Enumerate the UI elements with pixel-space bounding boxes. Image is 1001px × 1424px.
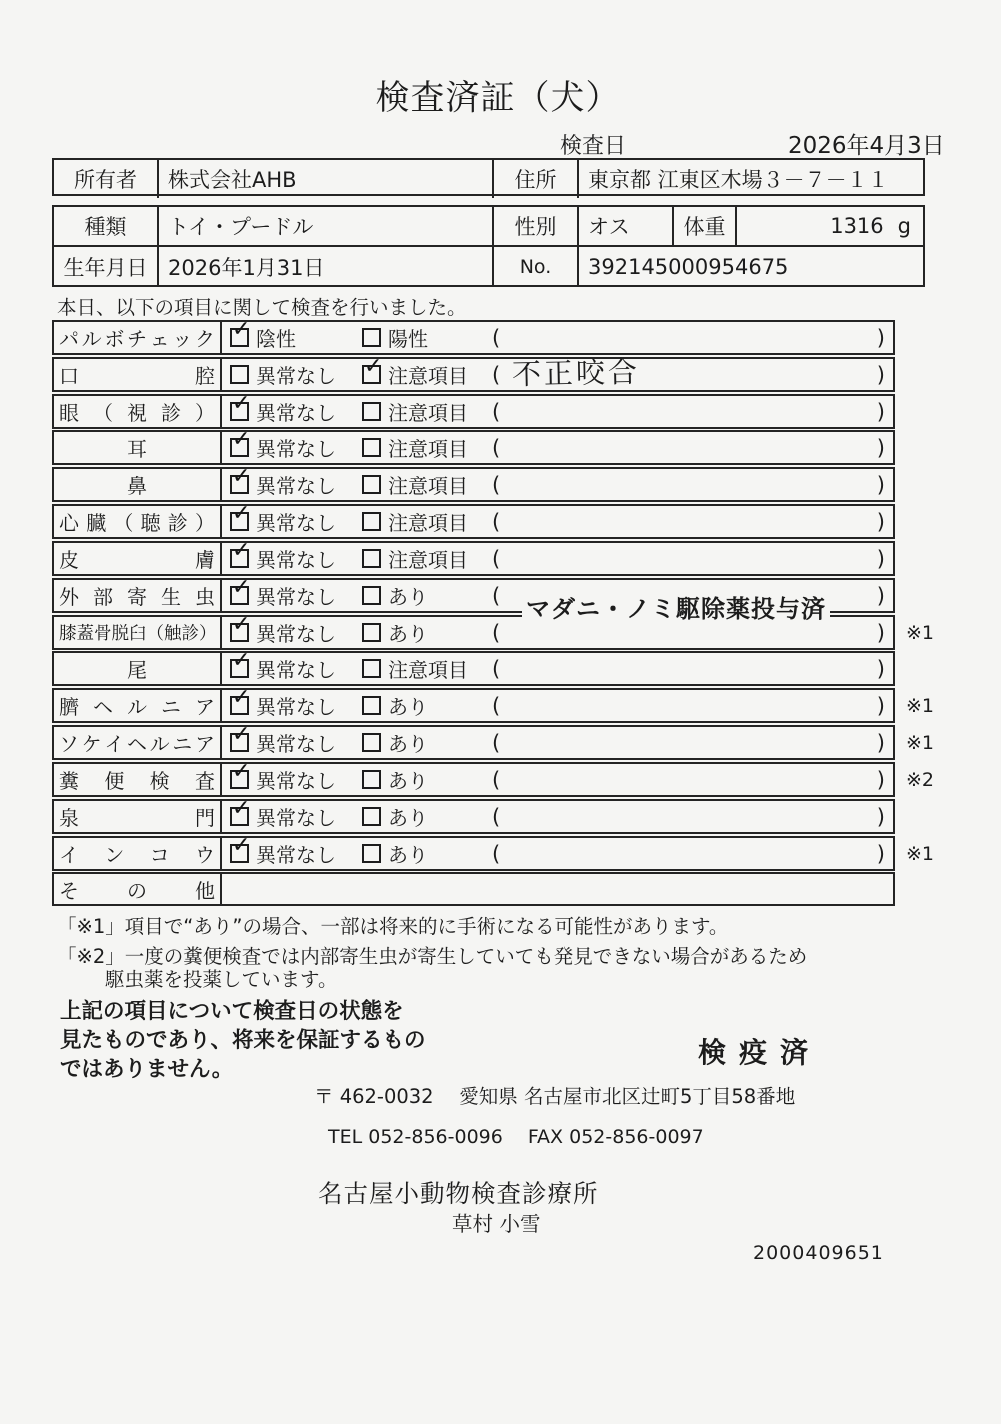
row-external-parasites (52, 575, 895, 623)
option-1 (230, 391, 336, 427)
checkbox-icon (362, 844, 381, 863)
check-mark: ✓ (232, 759, 251, 784)
option-1 (230, 359, 336, 390)
checkbox-icon (230, 833, 251, 863)
row-label: イ ン コ ウ (54, 838, 222, 869)
option-1 (230, 833, 336, 869)
option-label: 陰性 (256, 327, 296, 351)
paren-open: ( (492, 804, 501, 829)
option-1 (230, 796, 336, 832)
check-mark: ✓ (232, 648, 251, 673)
paren-close: ) (876, 804, 885, 829)
checkbox-icon (230, 648, 251, 678)
row-tail (52, 648, 895, 686)
row-inkou (52, 833, 935, 871)
species-label: 種類 (84, 215, 127, 239)
row-label: パ ル ボ チ ェ ッ ク (54, 322, 222, 353)
option-2 (362, 469, 468, 500)
species-value: トイ・プードル (157, 207, 492, 245)
paren-close: ) (876, 472, 885, 497)
option-label: 注意項目 (388, 364, 468, 388)
no-label: No. (492, 247, 577, 287)
checkbox-icon (362, 328, 381, 347)
no-value: 392145000954675 (577, 247, 927, 287)
checkbox-icon (230, 722, 251, 752)
checkbox-icon (362, 623, 381, 642)
option-label: 異常なし (256, 658, 336, 682)
clinic-tel-fax: TEL 052-856-0096 FAX 052-856-0097 (328, 1126, 704, 1148)
checkbox-icon (362, 696, 381, 715)
option-label: 異常なし (256, 806, 336, 830)
checkbox-icon (230, 427, 251, 457)
option-label: 注意項目 (388, 474, 468, 498)
checkbox-icon (362, 402, 381, 421)
quarantine-stamp: 検疫済 (698, 1036, 822, 1069)
exam-date-label: 検査日 (560, 134, 627, 159)
checkbox-icon (362, 807, 381, 826)
option-2 (362, 727, 428, 758)
option-1 (230, 317, 296, 353)
paren-open: ( (492, 325, 501, 350)
checkbox-icon (362, 659, 381, 678)
paren-open: ( (492, 656, 501, 681)
option-1 (230, 759, 336, 795)
checkbox-icon (362, 733, 381, 752)
ref-mark: ※1 (906, 842, 935, 865)
check-mark: ✓ (232, 722, 251, 747)
option-label: 注意項目 (388, 658, 468, 682)
disclaimer-line: ではありません。 (60, 1057, 234, 1082)
option-label: 異常なし (256, 585, 336, 609)
row-ears (52, 427, 895, 465)
paren-open: ( (492, 730, 501, 755)
option-label: 注意項目 (388, 437, 468, 461)
row-heart (52, 501, 895, 539)
paren-close: ) (876, 730, 885, 755)
option-label: 異常なし (256, 622, 336, 646)
option-label: 注意項目 (388, 548, 468, 572)
option-2 (362, 432, 468, 463)
paren-close: ) (876, 656, 885, 681)
animal-table (52, 205, 925, 287)
checkbox-icon (230, 365, 249, 384)
check-mark: ✓ (364, 354, 383, 379)
birth-value: 2026年1月31日 (157, 247, 492, 287)
option-2 (362, 322, 428, 353)
checkbox-icon (230, 685, 251, 715)
row-fecal-exam (52, 759, 935, 797)
paren-open: ( (492, 546, 501, 571)
paren-close: ) (876, 693, 885, 718)
paren-open: ( (492, 472, 501, 497)
checkbox-icon (230, 317, 251, 347)
row-fontanelle (52, 796, 895, 834)
handwritten-note: 不正咬合 (511, 354, 641, 392)
check-mark: ✓ (232, 391, 251, 416)
ref-mark: ※1 (906, 694, 935, 717)
checkbox-icon (230, 538, 251, 568)
weight-unit: g (897, 214, 911, 238)
option-1 (230, 501, 336, 537)
page-title: 検査済証（犬） (375, 78, 621, 118)
disclaimer (60, 997, 426, 1084)
option-label: 異常なし (256, 474, 336, 498)
sex-value: オス (577, 207, 672, 245)
checkbox-icon (362, 438, 381, 457)
option-1 (230, 427, 336, 463)
weight-value (735, 207, 927, 245)
paren-open: ( (492, 509, 501, 534)
stamped-note: マダニ・ノミ駆除薬投与済 (522, 589, 830, 624)
address-value: 東京都 江東区木場３－７－１１ (577, 160, 927, 198)
paren-open: ( (492, 435, 501, 460)
weight-number: 1316 (830, 214, 884, 238)
paren-close: ) (876, 509, 885, 534)
row-label: 糞 便 検 査 (54, 764, 222, 795)
row-label: 眼 （ 視 診 ） (54, 396, 222, 427)
row-oral-cavity (52, 354, 895, 392)
row-inguinal-hernia (52, 722, 935, 760)
checkbox-icon (362, 586, 381, 605)
option-2 (362, 653, 468, 684)
option-label: あり (388, 769, 428, 793)
checkbox-icon (362, 549, 381, 568)
paren-close: ) (876, 841, 885, 866)
check-mark: ✓ (232, 833, 251, 858)
option-1 (230, 685, 336, 721)
check-mark: ✓ (232, 612, 251, 637)
option-label: 異常なし (256, 548, 336, 572)
option-1 (230, 575, 336, 611)
check-mark: ✓ (232, 685, 251, 710)
paren-close: ) (876, 325, 885, 350)
checkbox-icon (230, 612, 251, 642)
row-label: 臍 ヘ ル ニ ア (54, 690, 222, 721)
checkbox-icon (362, 770, 381, 789)
option-label: 注意項目 (388, 511, 468, 535)
option-2 (362, 838, 428, 869)
option-label: 陽性 (388, 327, 428, 351)
sex-label: 性別 (492, 207, 577, 245)
ref-mark: ※1 (906, 731, 935, 754)
check-mark: ✓ (232, 317, 251, 342)
footnote-2: 「※2」一度の糞便検査では内部寄生虫が寄生していても発見できない場合があるため (57, 945, 808, 968)
option-1 (230, 648, 336, 684)
exam-date-value: 2026年4月3日 (788, 133, 945, 159)
check-mark: ✓ (232, 538, 251, 563)
clinic-address: 〒 462-0032 愛知県 名古屋市北区辻町5丁目58番地 (314, 1085, 796, 1108)
row-label: 口 腔 (54, 359, 222, 390)
paren-close: ) (876, 435, 885, 460)
paren-open: ( (492, 693, 501, 718)
option-label: 異常なし (256, 732, 336, 756)
row-eyes (52, 391, 895, 429)
option-2 (362, 354, 468, 390)
row-label: 鼻 (54, 469, 222, 500)
option-label: 異常なし (256, 364, 336, 388)
clinic-name: 名古屋小動物検査診療所 (318, 1179, 599, 1208)
option-label: あり (388, 843, 428, 867)
option-label: あり (388, 732, 428, 756)
option-2 (362, 396, 468, 427)
ref-mark: ※2 (906, 768, 935, 791)
option-1 (230, 612, 336, 648)
birth-label: 生年月日 (63, 256, 148, 280)
paren-open: ( (492, 583, 501, 608)
paren-close: ) (876, 583, 885, 608)
option-label: 異常なし (256, 401, 336, 425)
row-label: 心 臓 （ 聴 診 ） (54, 506, 222, 537)
checkbox-icon (230, 796, 251, 826)
row-label: 泉 門 (54, 801, 222, 832)
option-2 (362, 580, 428, 611)
row-label: ソ ケ イ ヘ ル ニ ア (54, 727, 222, 758)
checkbox-icon (230, 501, 251, 531)
paren-close: ) (876, 362, 885, 387)
option-label: 異常なし (256, 511, 336, 535)
footnote-1: 「※1」項目で“あり”の場合、一部は将来的に手術になる可能性があります。 (57, 915, 729, 938)
row-umbilical-hernia (52, 685, 935, 723)
birth-row (54, 245, 923, 287)
owner-table (52, 158, 925, 196)
paren-open: ( (492, 841, 501, 866)
check-mark: ✓ (232, 427, 251, 452)
option-label: 異常なし (256, 769, 336, 793)
row-label: 外 部 寄 生 虫 (54, 580, 222, 611)
option-1 (230, 464, 336, 500)
row-label: 尾 (54, 653, 222, 684)
option-2 (362, 617, 428, 648)
disclaimer-line: 上記の項目について検査日の状態を (60, 999, 404, 1024)
row-label: 耳 (54, 432, 222, 463)
checkbox-icon (362, 475, 381, 494)
row-parvo-check (52, 317, 895, 355)
option-label: あり (388, 806, 428, 830)
owner-row (54, 160, 923, 198)
row-label: 皮 膚 (54, 543, 222, 574)
owner-value: 株式会社AHB (157, 160, 492, 198)
address-label: 住所 (492, 160, 577, 198)
option-2 (362, 506, 468, 537)
paren-close: ) (876, 399, 885, 424)
paren-open: ( (492, 620, 501, 645)
paren-open: ( (492, 767, 501, 792)
option-label: あり (388, 622, 428, 646)
option-1 (230, 722, 336, 758)
option-2 (362, 690, 428, 721)
weight-label: 体重 (672, 207, 735, 245)
disclaimer-line: 見たものであり、将来を保証するもの (60, 1028, 426, 1053)
option-label: 異常なし (256, 843, 336, 867)
intro-line: 本日、以下の項目に関して検査を行いました。 (57, 296, 467, 319)
checkbox-icon (230, 759, 251, 789)
option-1 (230, 538, 336, 574)
check-mark: ✓ (232, 796, 251, 821)
check-mark: ✓ (232, 575, 251, 600)
option-label: 異常なし (256, 695, 336, 719)
option-2 (362, 801, 428, 832)
row-label: 膝 蓋 骨 脱 臼 （ 触 診 ） (54, 617, 222, 648)
paren-close: ) (876, 767, 885, 792)
ref-mark: ※1 (906, 621, 935, 644)
option-label: 異常なし (256, 437, 336, 461)
option-2 (362, 764, 428, 795)
paren-close: ) (876, 546, 885, 571)
serial-number: 2000409651 (753, 1242, 884, 1264)
row-other (52, 872, 895, 906)
paren-open: ( (492, 399, 501, 424)
checkbox-icon (230, 575, 251, 605)
paren-open: ( (492, 362, 501, 387)
checkbox-icon (362, 512, 381, 531)
check-mark: ✓ (232, 464, 251, 489)
checkbox-icon (230, 391, 251, 421)
owner-label: 所有者 (74, 168, 137, 192)
footnote-2-cont: 駆虫薬を投薬しています。 (105, 968, 338, 991)
row-nose (52, 464, 895, 502)
species-row (54, 207, 923, 245)
checkbox-icon (230, 464, 251, 494)
option-label: あり (388, 585, 428, 609)
option-2 (362, 543, 468, 574)
row-label: そ の 他 (54, 874, 222, 904)
option-label: 注意項目 (388, 401, 468, 425)
check-mark: ✓ (232, 501, 251, 526)
paren-close: ) (876, 620, 885, 645)
examiner-name: 草村 小雪 (452, 1212, 541, 1236)
checkbox-icon (362, 354, 383, 384)
option-label: あり (388, 695, 428, 719)
row-skin (52, 538, 895, 576)
